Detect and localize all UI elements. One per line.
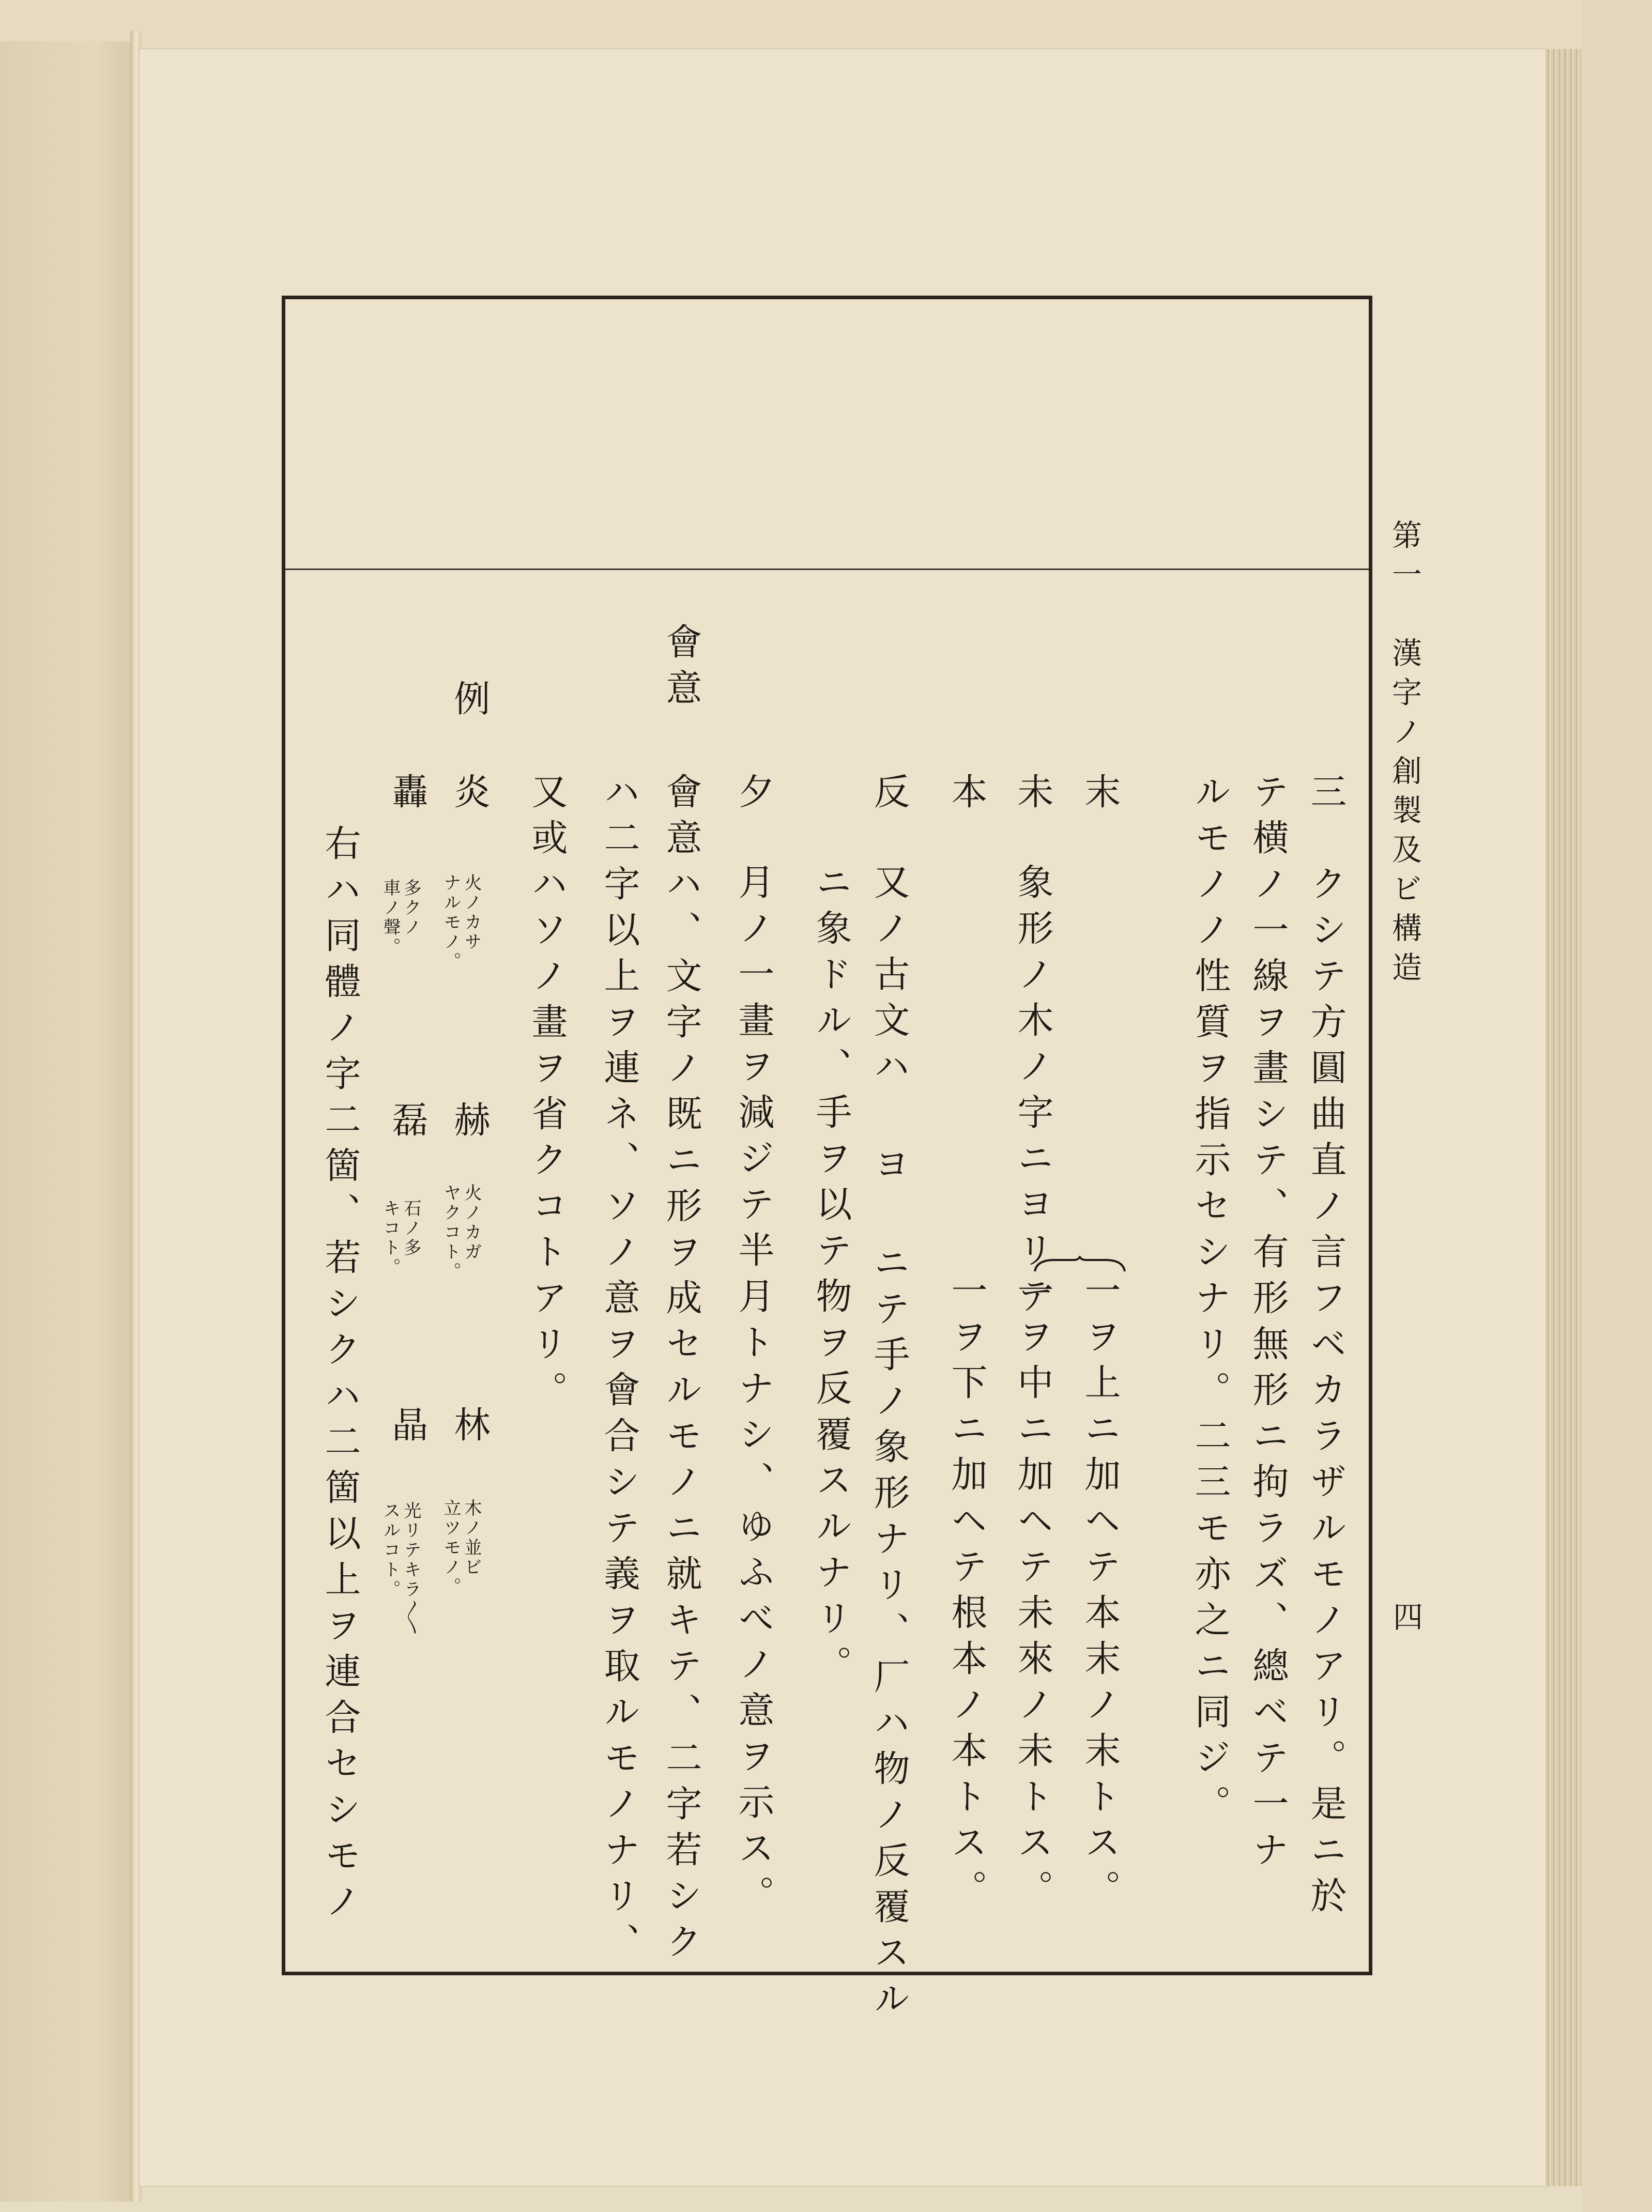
example-char-4: 轟: [386, 773, 429, 819]
example-note-1b: ナルモノ。: [440, 873, 461, 972]
chapter-header: 第一 漢字ノ創製及ビ構造: [1387, 519, 1422, 991]
left-page: [0, 41, 135, 2202]
example-note-2b: ヤクコト。: [440, 1184, 461, 1282]
text-column-11: ハ二字以上ヲ連ネ、ソノ意ヲ會合シテ義ヲ取ルモノナリ、: [598, 773, 640, 1969]
example-note-2a: 火ノカガ: [461, 1184, 482, 1262]
text-column-9: 月ノ一畫ヲ減ジテ半月トナシ、ゆふべノ意ヲ示ス。: [732, 863, 775, 1921]
example-char-5: 磊: [386, 1101, 429, 1147]
example-note-4a: 多クノ: [401, 879, 421, 938]
example-note-4b: 車ノ聲。: [380, 879, 401, 957]
text-column-8: ニ象ドル、手ヲ以テ物ヲ反覆スルナリ。: [810, 863, 852, 1691]
text-column-6: 一ヲ下ニ加ヘテ根本ノ本トス。: [945, 1271, 988, 1915]
heading-matsu: 末: [1079, 773, 1121, 819]
heading-rei: 例: [448, 680, 491, 726]
example-note-3a: 木ノ並ビ: [461, 1499, 482, 1577]
example-char-1: 炎: [448, 773, 491, 819]
example-char-2: 赫: [448, 1101, 491, 1147]
background-top: [0, 0, 1652, 49]
heading-han: 反: [868, 773, 910, 819]
text-column-7: 又ノ古文ハ ヨ ニテ手ノ象形ナリ、厂ハ物ノ反覆スル: [868, 863, 910, 2025]
example-char-3: 林: [448, 1406, 491, 1452]
example-note-6b: スルコト。: [380, 1501, 401, 1600]
text-column-2: テ横ノ一線ヲ畫シテ、有形無形ニ拘ラズ、總ベテ一ナ: [1247, 773, 1289, 1877]
example-note-3b: 立ツモノ。: [440, 1499, 461, 1597]
example-note-5b: キコト。: [380, 1199, 401, 1278]
heading-kaii: 會意: [660, 623, 702, 715]
text-column-3: ルモノノ性質ヲ指示セシナリ。二三モ亦之ニ同ジ。: [1189, 773, 1231, 1831]
text-column-4: 一ヲ上ニ加ヘテ本末ノ末トス。: [1079, 1271, 1121, 1915]
text-column-5: 一ヲ中ニ加ヘテ未來ノ未トス。: [1012, 1271, 1054, 1915]
example-note-6a: 光リテキラ〳〵: [401, 1501, 421, 1637]
text-column-5-lead: 象形ノ木ノ字ニヨリテ: [1012, 863, 1054, 1323]
text-column-1: 三 クシテ方圓曲直ノ言フベカラザルモノアリ。是ニ於: [1305, 773, 1347, 1923]
text-column-12: 又或ハソノ畫ヲ省クコトアリ。: [526, 773, 568, 1417]
brace-mark: [1034, 1256, 1126, 1274]
example-note-5a: 石ノ多: [401, 1199, 421, 1258]
example-note-1a: 火ノカサ: [461, 873, 482, 952]
text-column-15: 右ハ同體ノ字二箇、若シクハ二箇以上ヲ連合セシモノ: [319, 824, 361, 1928]
page-edges: [1546, 49, 1582, 2186]
text-column-10: 會意ハ、文字ノ既ニ形ヲ成セルモノニ就キテ、二字若シク: [660, 773, 702, 1969]
background-right: [1582, 0, 1652, 2212]
example-char-6: 晶: [386, 1406, 429, 1452]
heading-yu: 夕: [732, 773, 775, 819]
heading-mi: 未: [1012, 773, 1054, 819]
page-number: 四: [1388, 1601, 1423, 1640]
header-rule: [285, 569, 1369, 570]
heading-hon: 本: [945, 773, 988, 819]
